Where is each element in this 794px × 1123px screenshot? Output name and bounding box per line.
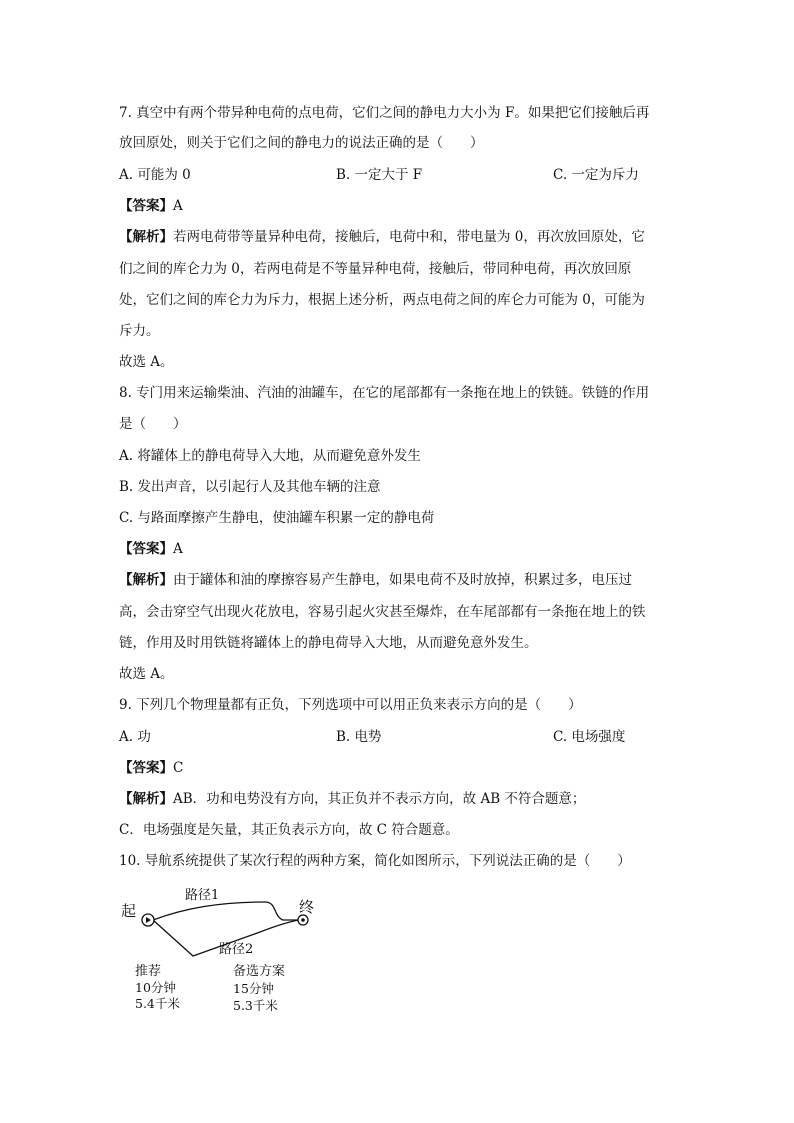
answer-value: A (173, 541, 183, 557)
q7-option-b: B. 一定大于 F (336, 167, 423, 183)
start-marker-icon (142, 914, 154, 926)
route-1-label: 路径1 (185, 888, 220, 903)
analysis-tag: 【解析】 (119, 229, 173, 245)
route-2-label: 路径2 (219, 942, 254, 957)
answer-tag: 【答案】 (119, 541, 173, 557)
q7-analysis-line-4: 斥力。 (119, 323, 160, 339)
q7-option-c: C. 一定为斥力 (553, 167, 639, 183)
end-label: 终 (299, 898, 315, 916)
answer-value: C (173, 760, 184, 776)
q8-stem-line-1: 8. 专门用来运输柴油、汽油的油罐车，在它的尾部都有一条拖在地上的铁链。铁链的作用 (119, 385, 650, 401)
q7-stem-line-1: 7. 真空中有两个带异种电荷的点电荷，它们之间的静电力大小为 F。如果把它们接触后再 (119, 105, 650, 121)
q8-answer (119, 540, 183, 558)
q8-analysis-line-1 (119, 571, 632, 589)
q7-option-a: A. 可能为 0 (119, 167, 191, 183)
q9-analysis-line-2: C．电场强度是矢量，其正负表示方向，故 C 符合题意。 (119, 822, 459, 838)
q7-analysis-line-1 (119, 228, 645, 246)
analysis-text: 若两电荷带等量异种电荷，接触后，电荷中和，带电量为 0，再次放回原处，它 (173, 229, 645, 245)
q9-analysis-line-1 (119, 790, 585, 808)
recommended-time: 10分钟 (135, 980, 176, 995)
alternative-time: 15分钟 (233, 981, 274, 996)
q7-conclusion: 故选 A。 (119, 354, 174, 370)
recommended-label: 推荐 (135, 964, 162, 979)
q8-conclusion: 故选 A。 (119, 666, 174, 682)
analysis-text: 由于罐体和油的摩擦容易产生静电，如果电荷不及时放掉，积累过多，电压过 (173, 572, 632, 588)
q9-option-c: C. 电场强度 (553, 729, 626, 745)
answer-value: A (173, 198, 183, 214)
analysis-text: AB．功和电势没有方向，其正负并不表示方向，故 AB 不符合题意； (173, 791, 586, 807)
alternative-label: 备选方案 (233, 964, 286, 979)
analysis-tag: 【解析】 (119, 572, 173, 588)
analysis-tag: 【解析】 (119, 791, 173, 807)
q9-option-a: A. 功 (119, 729, 151, 745)
q8-analysis-line-3: 链，作用及时用铁链将罐体上的静电荷导入大地，从而避免意外发生。 (119, 635, 538, 651)
answer-tag: 【答案】 (119, 760, 173, 776)
recommended-distance: 5.4千米 (135, 996, 180, 1011)
q7-analysis-line-3: 处，它们之间的库仑力为斥力，根据上述分析，两点电荷之间的库仑力可能为 0，可能为 (119, 292, 645, 308)
alternative-distance: 5.3千米 (233, 998, 278, 1013)
q8-stem-line-2: 是（ ） (119, 416, 187, 432)
q7-answer (119, 197, 183, 215)
route-figure (115, 880, 335, 1020)
q8-analysis-line-2: 高，会击穿空气出现火花放电，容易引起火灾甚至爆炸，在车尾部都有一条拖在地上的铁 (119, 604, 646, 620)
q10-stem-line-1: 10. 导航系统提供了某次行程的两种方案，简化如图所示，下列说法正确的是（ ） (119, 853, 631, 869)
route-1-path (153, 902, 299, 920)
q8-option-b: B. 发出声音，以引起行人及其他车辆的注意 (119, 479, 381, 495)
start-label: 起 (121, 902, 137, 920)
q9-option-b: B. 电势 (336, 729, 382, 745)
q9-answer (119, 759, 183, 777)
q7-analysis-line-2: 们之间的库仑力为 0，若两电荷是不等量异种电荷，接触后，带同种电荷，再次放回原 (119, 261, 632, 277)
q9-stem-line-1: 9. 下列几个物理量都有正负，下列选项中可以用正负来表示方向的是（ ） (119, 697, 582, 713)
answer-tag: 【答案】 (119, 198, 173, 214)
q8-option-c: C. 与路面摩擦产生静电，使油罐车积累一定的静电荷 (119, 510, 435, 526)
q7-stem-line-2: 放回原处，则关于它们之间的静电力的说法正确的是（ ） (119, 135, 484, 151)
q8-option-a: A. 将罐体上的静电荷导入大地，从而避免意外发生 (119, 448, 421, 464)
